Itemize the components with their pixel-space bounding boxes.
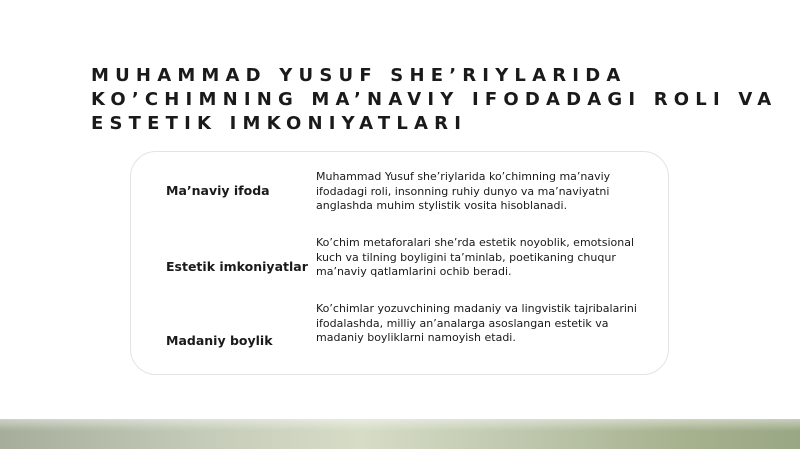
row-text-madaniy-boylik: Ko’chimlar yozuvchining madaniy va lingvistik tajribalarini ifodalashda, milliy an’analarga asoslangan estetik va madaniy boyliklarni namoyish etadi. — [316, 302, 637, 344]
row-text-estetik-imkoniyatlar: Ko’chim metaforalari she’rda estetik noyoblik, emotsional kuch va tilning boyligini ta’minlab, poetikaning chuqur ma’naviy qatlamlarini ochib beradi. — [316, 236, 634, 278]
row-label-estetik-imkoniyatlar: Estetik imkoniyatlar — [166, 259, 308, 274]
row-label-madaniy-boylik: Madaniy boylik — [166, 333, 273, 348]
row-text-manaviy-ifoda: Muhammad Yusuf she’riylarida ko’chimning ma’naviy ifodadagi roli, insonning ruhiy dunyo va ma’naviyatni anglashda muhim stylistik vosita hisoblanadi. — [316, 170, 611, 212]
row-label-manaviy-ifoda: Ma’naviy ifoda — [166, 183, 270, 198]
slide-title: MUHAMMAD YUSUF SHE’RIYLARIDA KO’CHIMNING MA’NAVIY IFODADAGI ROLI VA ESTETIK IMKONIYATLARI — [91, 65, 778, 134]
footer-landscape-image — [0, 419, 800, 449]
